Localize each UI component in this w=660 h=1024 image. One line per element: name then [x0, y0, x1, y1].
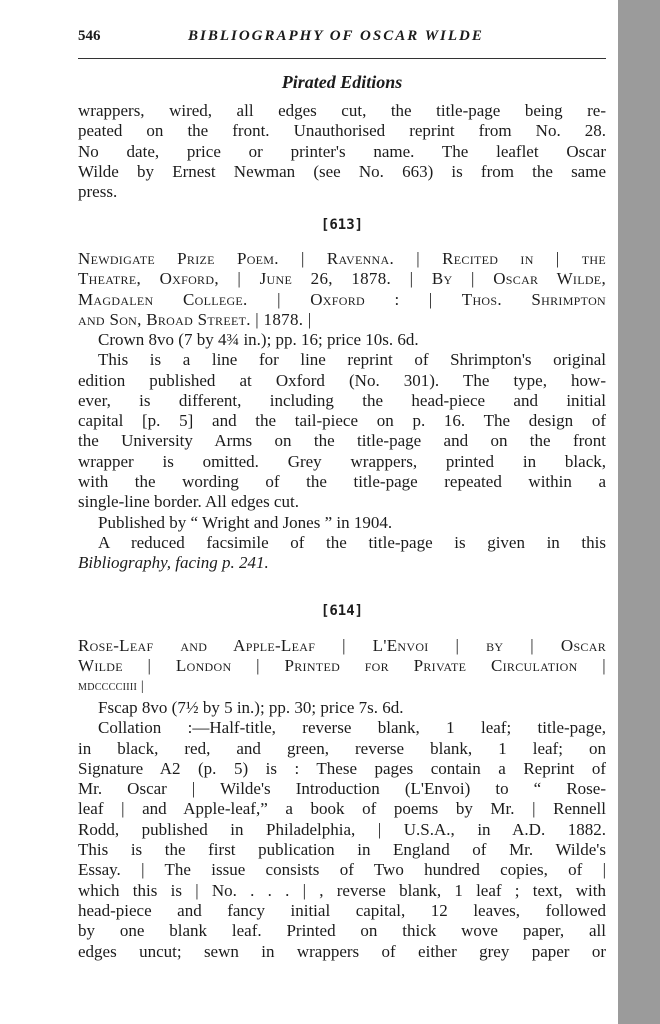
title-line: and Son, Broad Street. | 1878. |: [78, 309, 312, 329]
text-line: ever, is different, including the head-piece and initial: [78, 390, 606, 410]
publisher-line: Published by “ Wright and Jones ” in 1904.: [98, 512, 393, 532]
format-line: Crown 8vo (7 by 4¾ in.); pp. 16; price 10s. 6d.: [98, 330, 419, 349]
text-line: Wilde by Ernest Newman (see No. 663) is from the same: [78, 161, 606, 181]
collation-line: Collation :—Half-title, reverse blank, 1 leaf; title-page,: [98, 718, 606, 738]
title-line: Newdigate Prize Poem. | Ravenna. | Recited in | the: [78, 249, 606, 268]
text-line: peated on the front. Unauthorised reprint from No. 28.: [78, 121, 606, 141]
title-line: mdcccciiii |: [78, 678, 145, 694]
running-head: [78, 26, 606, 50]
text-line: with the wording of the title-page repeated within a: [78, 472, 606, 492]
text-line: This is a line for line reprint of Shrimpton's original: [98, 350, 606, 370]
text-line: single-line border. All edges cut.: [78, 492, 299, 512]
title-line: Wilde | London | Printed for Private Circulation |: [78, 656, 606, 676]
text-line: leaf | and Apple-leaf,” a book of poems by Mr. | Rennell: [78, 799, 606, 819]
entry-613-title: [78, 249, 606, 330]
entry-613-description: [78, 330, 606, 574]
text-line: edges uncut; sewn in wrappers of either grey paper or: [78, 941, 606, 961]
text-line: wrapper is omitted. Grey wrappers, printed in black,: [78, 451, 606, 471]
text-line: wrappers, wired, all edges cut, the title-page being re-: [78, 101, 606, 120]
entry-number-613: [613]: [320, 217, 364, 233]
format-line: Fscap 8vo (7½ by 5 in.); pp. 30; price 7s. 6d.: [98, 698, 404, 717]
section-title: Pirated Editions: [281, 72, 403, 92]
text-line: edition published at Oxford (No. 301). The type, how-: [78, 370, 606, 390]
entry-number-614: [614]: [320, 603, 364, 619]
text-line: in black, red, and green, reverse blank, 1 leaf; on: [78, 738, 606, 758]
text-line: by one blank leaf. Printed on thick wove paper, all: [78, 921, 606, 941]
running-head-title: BIBLIOGRAPHY OF OSCAR WILDE: [188, 28, 484, 44]
title-line: Rose-Leaf and Apple-Leaf | L'Envoi | by | Oscar: [78, 636, 606, 655]
book-page: [78, 0, 606, 1024]
text-line: This is the first publication in England of Mr. Wilde's: [78, 840, 606, 860]
text-line: Essay. | The issue consists of Two hundred copies, of |: [78, 860, 606, 880]
text-line: A reduced facsimile of the title-page is given in this: [98, 532, 606, 552]
text-line: the University Arms on the title-page and on the front: [78, 431, 606, 451]
text-line: Mr. Oscar | Wilde's Introduction (L'Envoi) to “ Rose-: [78, 779, 606, 799]
text-line: Bibliography, facing p. 241.: [78, 553, 269, 573]
text-line: which this is | No. . . . | , reverse blank, 1 leaf ; text, with: [78, 880, 606, 900]
text-line: Signature A2 (p. 5) is : These pages contain a Reprint of: [78, 758, 606, 778]
header-rule: [78, 58, 606, 59]
title-line: Theatre, Oxford, | June 26, 1878. | By | Oscar Wilde,: [78, 269, 606, 289]
intro-paragraph: [78, 101, 606, 202]
entry-614-description: [78, 698, 606, 962]
text-line: capital [p. 5] and the tail-piece on p. 16. The design of: [78, 411, 606, 431]
title-line: Magdalen College. | Oxford : | Thos. Shrimpton: [78, 289, 606, 309]
page-number: 546: [78, 28, 101, 44]
text-line: No date, price or printer's name. The leaflet Oscar: [78, 141, 606, 161]
scrollbar[interactable]: [618, 0, 660, 1024]
text-line: press.: [78, 182, 118, 202]
text-line: Rodd, published in Philadelphia, | U.S.A., in A.D. 1882.: [78, 819, 606, 839]
text-line: head-piece and fancy initial capital, 12 leaves, followed: [78, 900, 606, 920]
entry-614-title: [78, 636, 606, 697]
